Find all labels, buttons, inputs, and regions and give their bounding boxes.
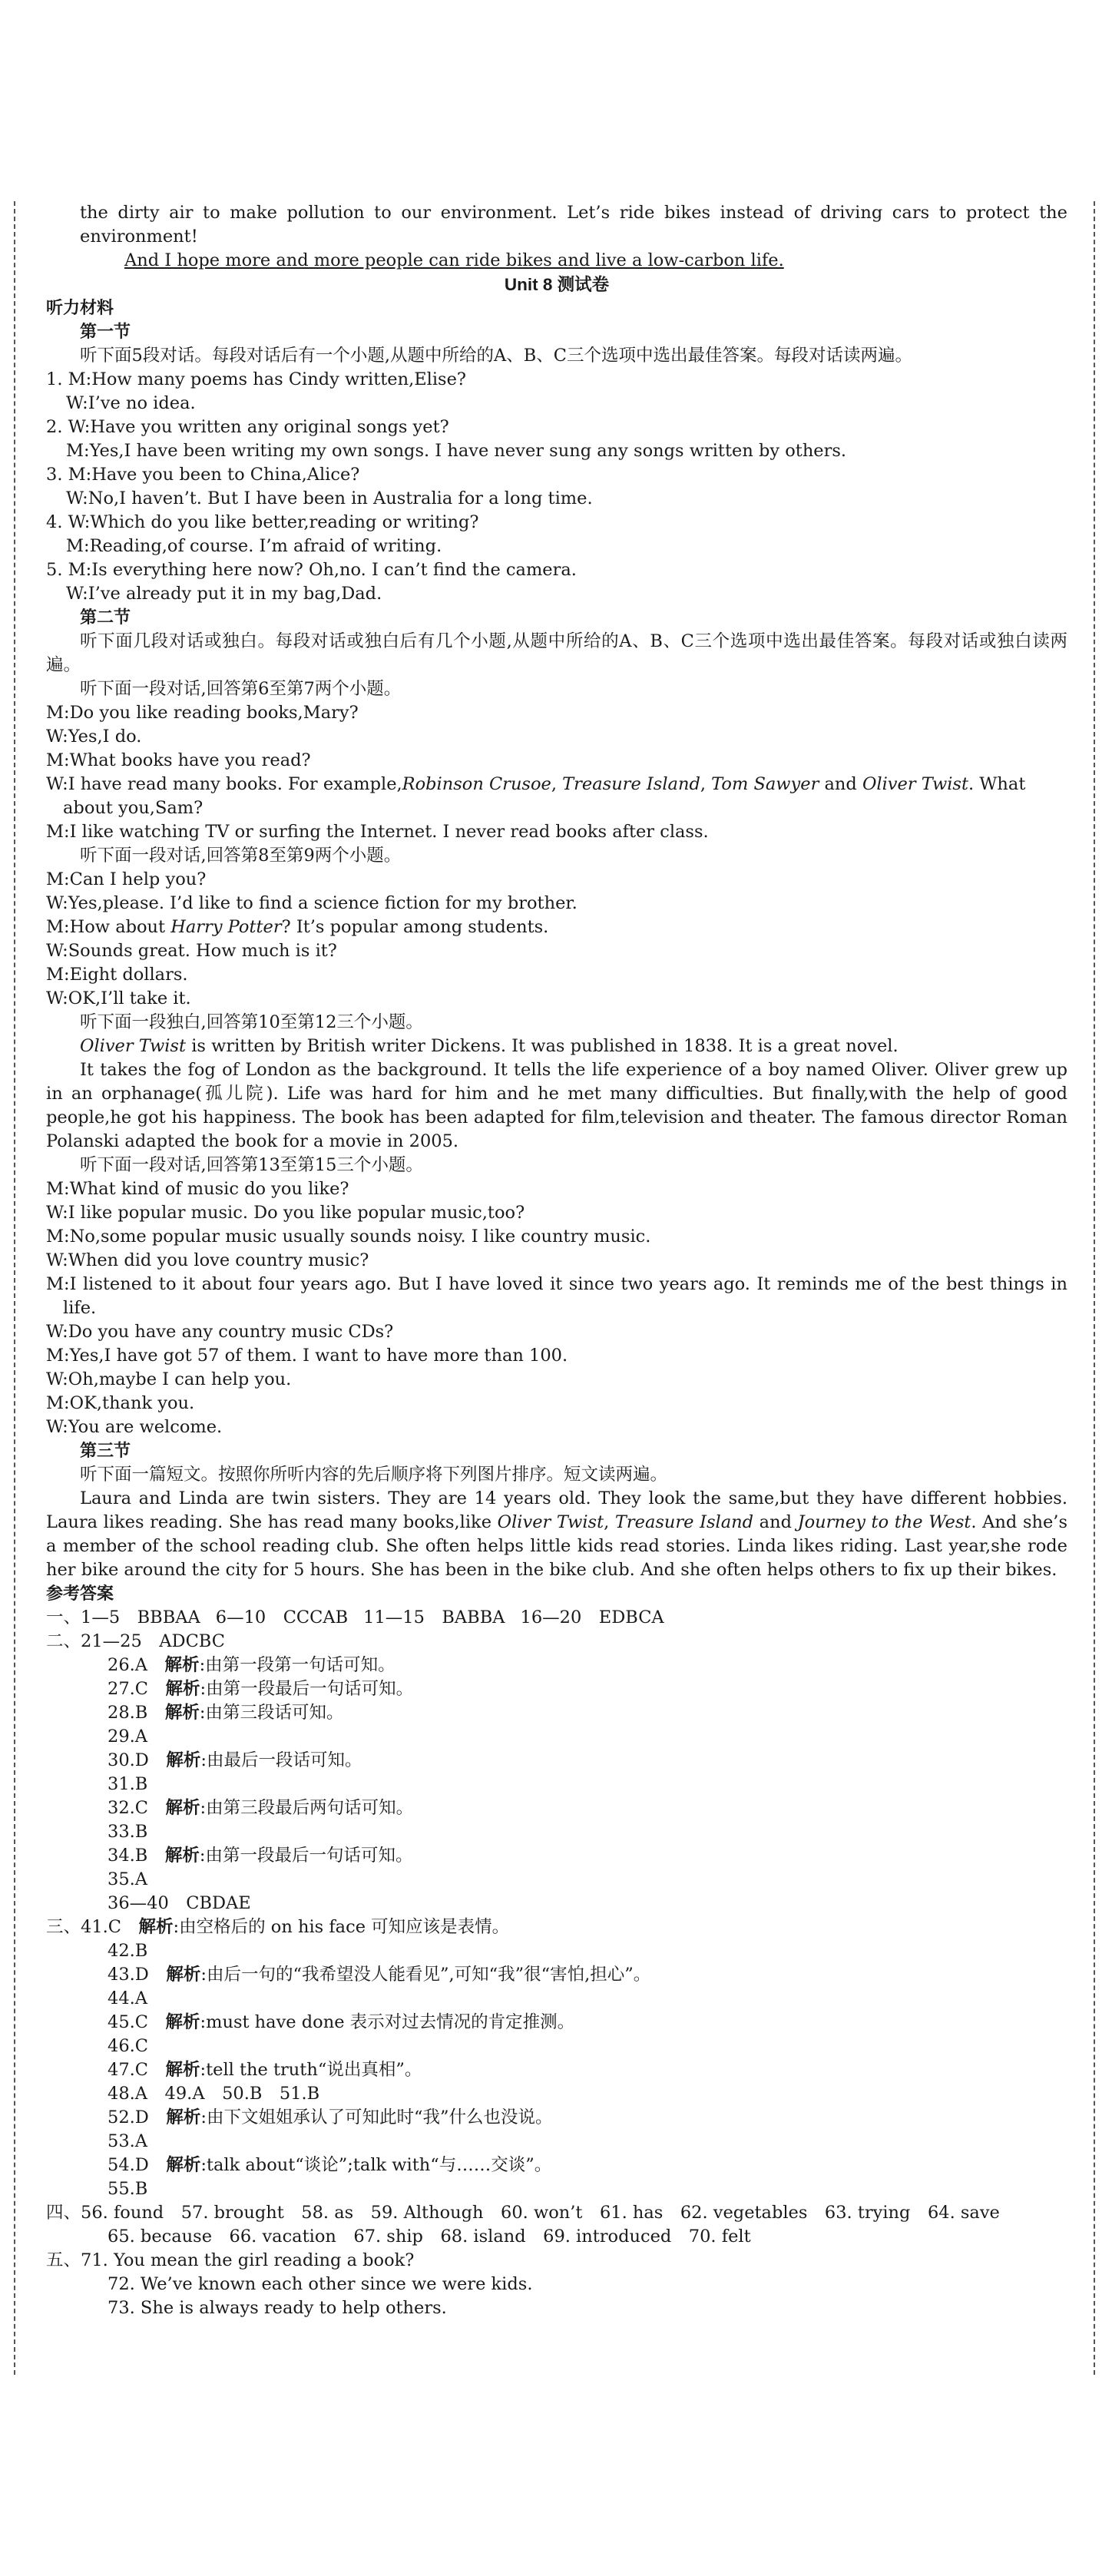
answer-item bbox=[46, 1820, 1067, 1844]
section1-intro: 听下面5段对话。每段对话后有一个小题,从题中所给的A、B、C三个选项中选出最佳答案。每段对话读两遍。 bbox=[80, 346, 912, 366]
text-span: is written by British writer Dickens. It was published in 1838. It is a great novel. bbox=[191, 1036, 899, 1056]
answer-item bbox=[46, 2154, 1067, 2177]
dialog-line: W:Sounds great. How much is it? bbox=[46, 941, 337, 961]
jiexi-label: 解析 bbox=[165, 1679, 200, 1699]
answer-key: 32.C bbox=[108, 1798, 148, 1818]
answer-item bbox=[46, 1725, 1067, 1749]
dialog-line: W:Yes,please. I’d like to find a science fiction for my brother. bbox=[46, 893, 578, 913]
book-title: Treasure Island bbox=[614, 1512, 754, 1532]
jiexi-label: 解析 bbox=[138, 1917, 174, 1937]
answer-group: 21—25 ADCBC bbox=[81, 1631, 225, 1651]
answer-item bbox=[46, 2177, 1067, 2201]
dialog-line: W:I’ve no idea. bbox=[66, 393, 196, 413]
monologue-paragraph: It takes the fog of London as the background. It tells the life experience of a boy named Oliver. Oliver grew up in an orphanage(孤儿院). Life was hard for him and he met many difficulties. But finally,with the help of good people,he got his happiness. The book has been adapted for film,television and theater. The famous director Roman Polanski adapted the book for a movie in 2005. bbox=[46, 1060, 1067, 1151]
answer-key: 54.D bbox=[108, 2155, 149, 2175]
dialog-line: 1. M:How many poems has Cindy written,Elise? bbox=[46, 369, 466, 389]
answers-part1 bbox=[46, 1606, 1067, 1630]
answer-key: 46.C bbox=[108, 2036, 148, 2056]
dialog-line: M:Eight dollars. bbox=[46, 965, 188, 985]
answer-item bbox=[46, 1749, 1067, 1773]
answer-group: 36—40 CBDAE bbox=[108, 1893, 251, 1913]
dialog-line: W:I like popular music. Do you like popular music,too? bbox=[46, 1203, 525, 1223]
answer-sentence: 71. You mean the girl reading a book? bbox=[81, 2250, 415, 2270]
answer-key: 53.A bbox=[108, 2131, 148, 2151]
text-span: W:I have read many books. For example, bbox=[46, 774, 402, 794]
dialog-line bbox=[46, 916, 1067, 939]
text-span: . And she’s a member of the school reading club. She often helps little kids read stories. Linda likes riding. Last year,she rode her bike around the city for 5 hours. She has been in the bike club. And she often helps others to fix up their bikes. bbox=[46, 1512, 1067, 1580]
dialog-line: M:Yes,I have got 57 of them. I want to have more than 100. bbox=[46, 1346, 568, 1366]
text-span: Laura and Linda are twin sisters. They are 14 years old. They look the same,but they have different hobbies. Laura likes reading. She has read many books,like bbox=[46, 1488, 1067, 1532]
section3-intro: 听下面一篇短文。按照你所听内容的先后顺序将下列图片排序。短文读两遍。 bbox=[80, 1465, 668, 1485]
part-label: 四、 bbox=[46, 2203, 81, 2223]
book-title: Treasure Island bbox=[562, 774, 700, 794]
dialog-line: 4. W:Which do you like better,reading or writing? bbox=[46, 512, 479, 532]
jiexi-label: 解析 bbox=[166, 1750, 201, 1770]
answer-key: 35.A bbox=[108, 1869, 148, 1889]
book-title: Harry Potter bbox=[170, 917, 282, 937]
answer-key: 30.D bbox=[108, 1750, 149, 1770]
book-title: Journey to the West bbox=[797, 1512, 971, 1532]
answer-item bbox=[46, 1677, 1067, 1701]
answer-key: 29.A bbox=[108, 1727, 148, 1747]
part-label: 三、 bbox=[46, 1917, 81, 1937]
answer-key: 31.B bbox=[108, 1774, 148, 1794]
answer-item bbox=[46, 1939, 1067, 1963]
answer-key: 47.C bbox=[108, 2060, 148, 2080]
dialog-line: W:Yes,I do. bbox=[46, 727, 142, 747]
explanation: :talk about“谈论”;talk with“与……交谈”。 bbox=[200, 2155, 552, 2175]
jiexi-label: 解析 bbox=[164, 1846, 200, 1866]
answers-part2-first bbox=[46, 1630, 1067, 1654]
answer-item bbox=[46, 1915, 1067, 1939]
dialog-line: W:OK,I’ll take it. bbox=[46, 988, 191, 1008]
jiexi-label: 解析 bbox=[165, 1798, 200, 1818]
monologue-line bbox=[46, 1035, 1067, 1058]
answer-group: 6—10 CCCAB bbox=[215, 1608, 349, 1627]
dialog-line: M:Do you like reading books,Mary? bbox=[46, 703, 359, 723]
part-label: 五、 bbox=[46, 2250, 81, 2270]
section2-intro: 听下面几段对话或独白。每段对话或独白后有几个小题,从题中所给的A、B、C三个选项中选出最佳答案。每段对话或独白读两遍。 bbox=[46, 631, 1067, 675]
text-span: . What about you,Sam? bbox=[63, 774, 1026, 818]
answer-key: 43.D bbox=[108, 1965, 149, 1985]
answer-key: 34.B bbox=[108, 1846, 148, 1866]
explanation: :由最后一段话可知。 bbox=[200, 1750, 362, 1770]
jiexi-label: 解析 bbox=[165, 2012, 200, 2032]
answer-item bbox=[46, 2011, 1067, 2035]
text-span: M:How about bbox=[46, 917, 166, 937]
answer-item bbox=[46, 1773, 1067, 1796]
answer-group: 11—15 BABBA bbox=[363, 1608, 505, 1627]
answer-item bbox=[46, 1796, 1067, 1820]
dialog-line: M:I like watching TV or surfing the Internet. I never read books after class. bbox=[46, 822, 709, 842]
answer-item bbox=[46, 1701, 1067, 1725]
dialog3-intro: 听下面一段对话,回答第13至第15三个小题。 bbox=[80, 1155, 423, 1175]
dialog1-intro: 听下面一段对话,回答第6至第7两个小题。 bbox=[80, 679, 402, 699]
answer-item bbox=[46, 1868, 1067, 1892]
answer-item bbox=[46, 1844, 1067, 1868]
answer-item bbox=[46, 2035, 1067, 2058]
answers-part4-line2: 65. because 66. vacation 67. ship 68. island 69. introduced 70. felt bbox=[108, 2227, 751, 2247]
dialog-line: W:Oh,maybe I can help you. bbox=[46, 1369, 292, 1389]
explanation: :由第一段最后一句话可知。 bbox=[200, 1679, 414, 1699]
text-span: ? It’s popular among students. bbox=[281, 917, 549, 937]
jiexi-label: 解析 bbox=[165, 2060, 200, 2080]
answer-sentence: 73. She is always ready to help others. bbox=[108, 2298, 447, 2318]
essay-line-1: the dirty air to make pollution to our environment. Let’s ride bikes instead of driving cars to protect the environment! bbox=[80, 203, 1067, 247]
dialog-line: W:You are welcome. bbox=[46, 1417, 223, 1437]
dialog-line: M:Yes,I have been writing my own songs. I have never sung any songs written by others. bbox=[66, 441, 847, 461]
section3-passage: Laura and Linda are twin sisters. They are 14 years old. They look the same,but they have different hobbies. Laura likes reading. She has read many books,like Oliver Twist, Treasure Island and Journey to the West. And she’s a member of the school reading club. She often helps little kids read stories. Linda likes riding. Last year,she rode her bike around the city for 5 hours. She has been in the bike club. And she often helps others to fix up their bikes. bbox=[46, 1488, 1067, 1580]
book-title: Oliver Twist bbox=[497, 1512, 604, 1532]
answers-part5-line1 bbox=[46, 2249, 1067, 2273]
dialog-line: W:I’ve already put it in my bag,Dad. bbox=[66, 584, 382, 604]
dialog-line: 5. M:Is everything here now? Oh,no. I can’t find the camera. bbox=[46, 560, 577, 580]
explanation: :由后一句的“我希望没人能看见”,可知“我”很“害怕,担心”。 bbox=[200, 1965, 651, 1985]
section1-title: 第一节 bbox=[80, 323, 131, 342]
text-span: and bbox=[824, 774, 857, 794]
dialog-line: M:What kind of music do you like? bbox=[46, 1179, 349, 1199]
answer-key: 26.A bbox=[108, 1655, 148, 1675]
explanation: :由下文姐姐承认了可知此时“我”什么也没说。 bbox=[200, 2107, 553, 2127]
answer-key: 48.A 49.A 50.B 51.B bbox=[108, 2084, 320, 2104]
answer-group: 1—5 BBBAA bbox=[81, 1608, 200, 1627]
answer-item bbox=[46, 2058, 1067, 2082]
text-span: and bbox=[759, 1512, 792, 1532]
answers-part4-line1 bbox=[46, 2201, 1067, 2225]
explanation: :由空格后的 on his face 可知应该是表情。 bbox=[173, 1917, 510, 1937]
dialog-line: M:I listened to it about four years ago. But I have loved it since two years ago. It reminds me of the best things in life. bbox=[46, 1274, 1067, 1318]
answer-key: 55.B bbox=[108, 2179, 148, 2199]
section2-title: 第二节 bbox=[80, 608, 131, 627]
book-title: Tom Sawyer bbox=[711, 774, 819, 794]
answer-key: 45.C bbox=[108, 2012, 148, 2032]
explanation: :must have done 表示对过去情况的肯定推测。 bbox=[200, 2012, 575, 2032]
dialog-line: W:Do you have any country music CDs? bbox=[46, 1322, 394, 1342]
answers-heading: 参考答案 bbox=[46, 1584, 114, 1604]
answer-item bbox=[46, 1963, 1067, 1987]
document-content bbox=[46, 201, 1067, 2320]
dialog-line: M:Reading,of course. I’m afraid of writing. bbox=[66, 536, 442, 556]
dialog-line: M:OK,thank you. bbox=[46, 1393, 195, 1413]
answer-key: 28.B bbox=[108, 1703, 148, 1723]
answer-group: 16—20 EDBCA bbox=[520, 1608, 664, 1627]
answer-item bbox=[46, 1654, 1067, 1677]
answer-group: 56. found 57. brought 58. as 59. Although 60. won’t 61. has 62. vegetables 63. trying 64. save bbox=[81, 2203, 1000, 2223]
answer-key: 44.A bbox=[108, 1988, 148, 2008]
explanation: :由第一段第一句话可知。 bbox=[199, 1655, 395, 1675]
jiexi-label: 解析 bbox=[164, 1703, 200, 1723]
left-dashed-border bbox=[14, 201, 15, 2375]
jiexi-label: 解析 bbox=[166, 2107, 201, 2127]
answer-key: 33.B bbox=[108, 1822, 148, 1842]
answer-item bbox=[46, 2082, 1067, 2106]
book-title: Oliver Twist bbox=[862, 774, 968, 794]
dialog-line: M:No,some popular music usually sounds noisy. I like country music. bbox=[46, 1227, 651, 1247]
dialog-line: 2. W:Have you written any original songs yet? bbox=[46, 417, 449, 437]
dialog-line: W:I have read many books. For example,Robinson Crusoe, Treasure Island, Tom Sawyer and Oliver Twist. What about you,Sam? bbox=[46, 774, 1026, 818]
jiexi-label: 解析 bbox=[164, 1655, 200, 1675]
explanation: :由第一段最后一句话可知。 bbox=[199, 1846, 413, 1866]
answer-key: 52.D bbox=[108, 2107, 149, 2127]
right-dashed-border bbox=[1094, 201, 1095, 2375]
dialog2-intro: 听下面一段对话,回答第8至第9两个小题。 bbox=[80, 846, 402, 866]
listening-heading: 听力材料 bbox=[46, 299, 114, 318]
dialog-line: M:What books have you read? bbox=[46, 750, 311, 770]
part-label: 一、 bbox=[46, 1608, 81, 1627]
part-label: 二、 bbox=[46, 1631, 81, 1651]
jiexi-label: 解析 bbox=[166, 2155, 201, 2175]
explanation: :由第三段最后两句话可知。 bbox=[200, 1798, 414, 1818]
answer-item bbox=[46, 2130, 1067, 2154]
answer-item bbox=[46, 2106, 1067, 2130]
answer-sentence: 72. We’ve known each other since we were kids. bbox=[108, 2274, 533, 2294]
unit-title: Unit 8 测试卷 bbox=[504, 275, 610, 294]
essay-line-2: And I hope more and more people can ride bikes and live a low-carbon life. bbox=[124, 250, 784, 270]
explanation: :tell the truth“说出真相”。 bbox=[200, 2060, 422, 2080]
dialog-line: W:No,I haven’t. But I have been in Australia for a long time. bbox=[66, 488, 593, 508]
book-title: Oliver Twist bbox=[80, 1036, 187, 1056]
section3-title: 第三节 bbox=[80, 1442, 131, 1461]
answer-key: 27.C bbox=[108, 1679, 148, 1699]
dialog-line: M:Can I help you? bbox=[46, 869, 207, 889]
monologue-intro: 听下面一段独白,回答第10至第12三个小题。 bbox=[80, 1012, 423, 1032]
dialog-line: W:When did you love country music? bbox=[46, 1250, 369, 1270]
jiexi-label: 解析 bbox=[166, 1965, 201, 1985]
book-title: Robinson Crusoe bbox=[402, 774, 551, 794]
answer-key: 41.C bbox=[81, 1917, 122, 1937]
answer-item bbox=[46, 1987, 1067, 2011]
answer-key: 42.B bbox=[108, 1941, 148, 1961]
dialog-line: 3. M:Have you been to China,Alice? bbox=[46, 465, 360, 485]
explanation: :由第三段话可知。 bbox=[199, 1703, 344, 1723]
